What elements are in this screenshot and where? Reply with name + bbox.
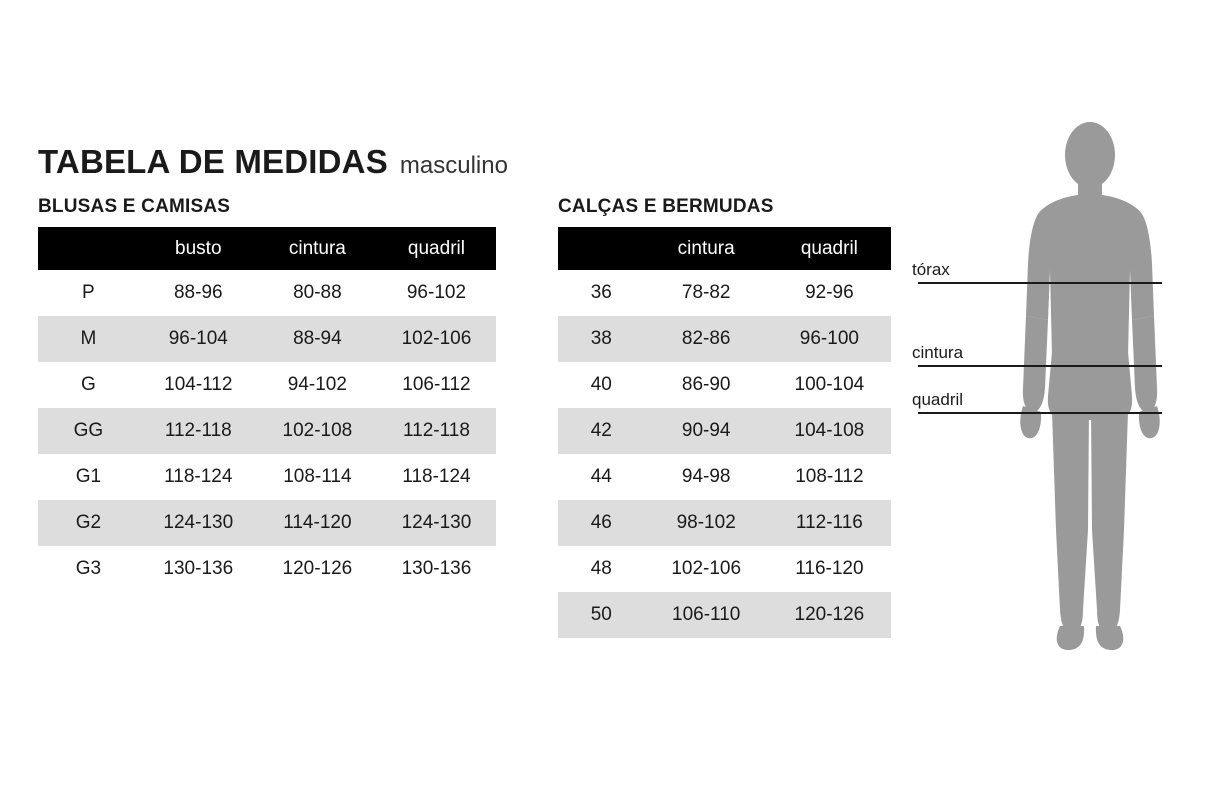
- row-size: G3: [38, 546, 139, 592]
- table-row: [558, 454, 891, 500]
- row-quadril: 104-108: [768, 408, 891, 454]
- row-cintura: 86-90: [645, 362, 768, 408]
- row-size: 42: [558, 408, 645, 454]
- row-quadril: 130-136: [377, 546, 496, 592]
- row-busto: 112-118: [139, 408, 258, 454]
- table-header-row: [38, 227, 496, 270]
- tops-header-busto: busto: [139, 227, 258, 270]
- row-cintura: 114-120: [258, 500, 377, 546]
- tops-size-section: [38, 196, 496, 592]
- table-row: [558, 500, 891, 546]
- row-cintura: 94-98: [645, 454, 768, 500]
- row-busto: 96-104: [139, 316, 258, 362]
- callout-line-chest: [918, 282, 1162, 284]
- row-quadril: 92-96: [768, 270, 891, 316]
- callout-label-chest: tórax: [912, 260, 950, 279]
- table-row: [38, 362, 496, 408]
- row-cintura: 98-102: [645, 500, 768, 546]
- table-header-row: [558, 227, 891, 270]
- row-size: P: [38, 270, 139, 316]
- row-cintura: 102-108: [258, 408, 377, 454]
- bottoms-header-cintura: cintura: [645, 227, 768, 270]
- row-cintura: 108-114: [258, 454, 377, 500]
- measurement-figure: [900, 120, 1200, 665]
- table-row: [38, 316, 496, 362]
- callout-label-hip: quadril: [912, 390, 964, 409]
- row-busto: 124-130: [139, 500, 258, 546]
- row-quadril: 112-116: [768, 500, 891, 546]
- row-cintura: 94-102: [258, 362, 377, 408]
- page-title-main: TABELA DE MEDIDAS: [38, 143, 388, 180]
- row-quadril: 118-124: [377, 454, 496, 500]
- row-size: G: [38, 362, 139, 408]
- row-busto: 118-124: [139, 454, 258, 500]
- row-quadril: 106-112: [377, 362, 496, 408]
- row-quadril: 96-102: [377, 270, 496, 316]
- callout-line-waist: [918, 365, 1162, 367]
- table-row: [38, 454, 496, 500]
- row-quadril: 120-126: [768, 592, 891, 638]
- tops-table-head: [38, 227, 496, 270]
- row-size: 38: [558, 316, 645, 362]
- bottoms-size-table: [558, 227, 891, 638]
- row-busto: 104-112: [139, 362, 258, 408]
- page-title: [38, 143, 508, 181]
- row-size: 40: [558, 362, 645, 408]
- table-row: [38, 546, 496, 592]
- row-quadril: 124-130: [377, 500, 496, 546]
- bottoms-table-body: [558, 270, 891, 638]
- tops-header-quadril: quadril: [377, 227, 496, 270]
- row-size: 36: [558, 270, 645, 316]
- row-size: G2: [38, 500, 139, 546]
- tops-header-cintura: cintura: [258, 227, 377, 270]
- row-quadril: 100-104: [768, 362, 891, 408]
- table-row: [558, 362, 891, 408]
- table-row: [558, 408, 891, 454]
- row-size: M: [38, 316, 139, 362]
- table-row: [38, 408, 496, 454]
- bottoms-size-section: [558, 196, 891, 638]
- row-cintura: 102-106: [645, 546, 768, 592]
- table-row: [558, 316, 891, 362]
- row-size: 46: [558, 500, 645, 546]
- row-size: G1: [38, 454, 139, 500]
- tops-header-size: [38, 227, 139, 270]
- row-quadril: 116-120: [768, 546, 891, 592]
- row-cintura: 88-94: [258, 316, 377, 362]
- row-cintura: 120-126: [258, 546, 377, 592]
- table-row: [38, 500, 496, 546]
- table-row: [558, 270, 891, 316]
- callout-label-waist: cintura: [912, 343, 964, 362]
- row-quadril: 102-106: [377, 316, 496, 362]
- callout-line-hip: [918, 412, 1162, 414]
- row-busto: 130-136: [139, 546, 258, 592]
- row-size: 50: [558, 592, 645, 638]
- row-cintura: 106-110: [645, 592, 768, 638]
- row-quadril: 108-112: [768, 454, 891, 500]
- tops-size-table: [38, 227, 496, 592]
- table-row: [558, 546, 891, 592]
- row-size: 44: [558, 454, 645, 500]
- bottoms-section-title: CALÇAS E BERMUDAS: [558, 196, 774, 217]
- bottoms-table-head: [558, 227, 891, 270]
- tops-table-body: [38, 270, 496, 592]
- bottoms-header-size: [558, 227, 645, 270]
- tops-section-title: BLUSAS E CAMISAS: [38, 196, 231, 217]
- row-cintura: 90-94: [645, 408, 768, 454]
- row-quadril: 112-118: [377, 408, 496, 454]
- row-cintura: 78-82: [645, 270, 768, 316]
- table-row: [558, 592, 891, 638]
- row-busto: 88-96: [139, 270, 258, 316]
- row-cintura: 82-86: [645, 316, 768, 362]
- row-quadril: 96-100: [768, 316, 891, 362]
- bottoms-header-quadril: quadril: [768, 227, 891, 270]
- row-size: GG: [38, 408, 139, 454]
- page-title-subtitle: masculino: [399, 152, 508, 179]
- table-row: [38, 270, 496, 316]
- row-size: 48: [558, 546, 645, 592]
- row-cintura: 80-88: [258, 270, 377, 316]
